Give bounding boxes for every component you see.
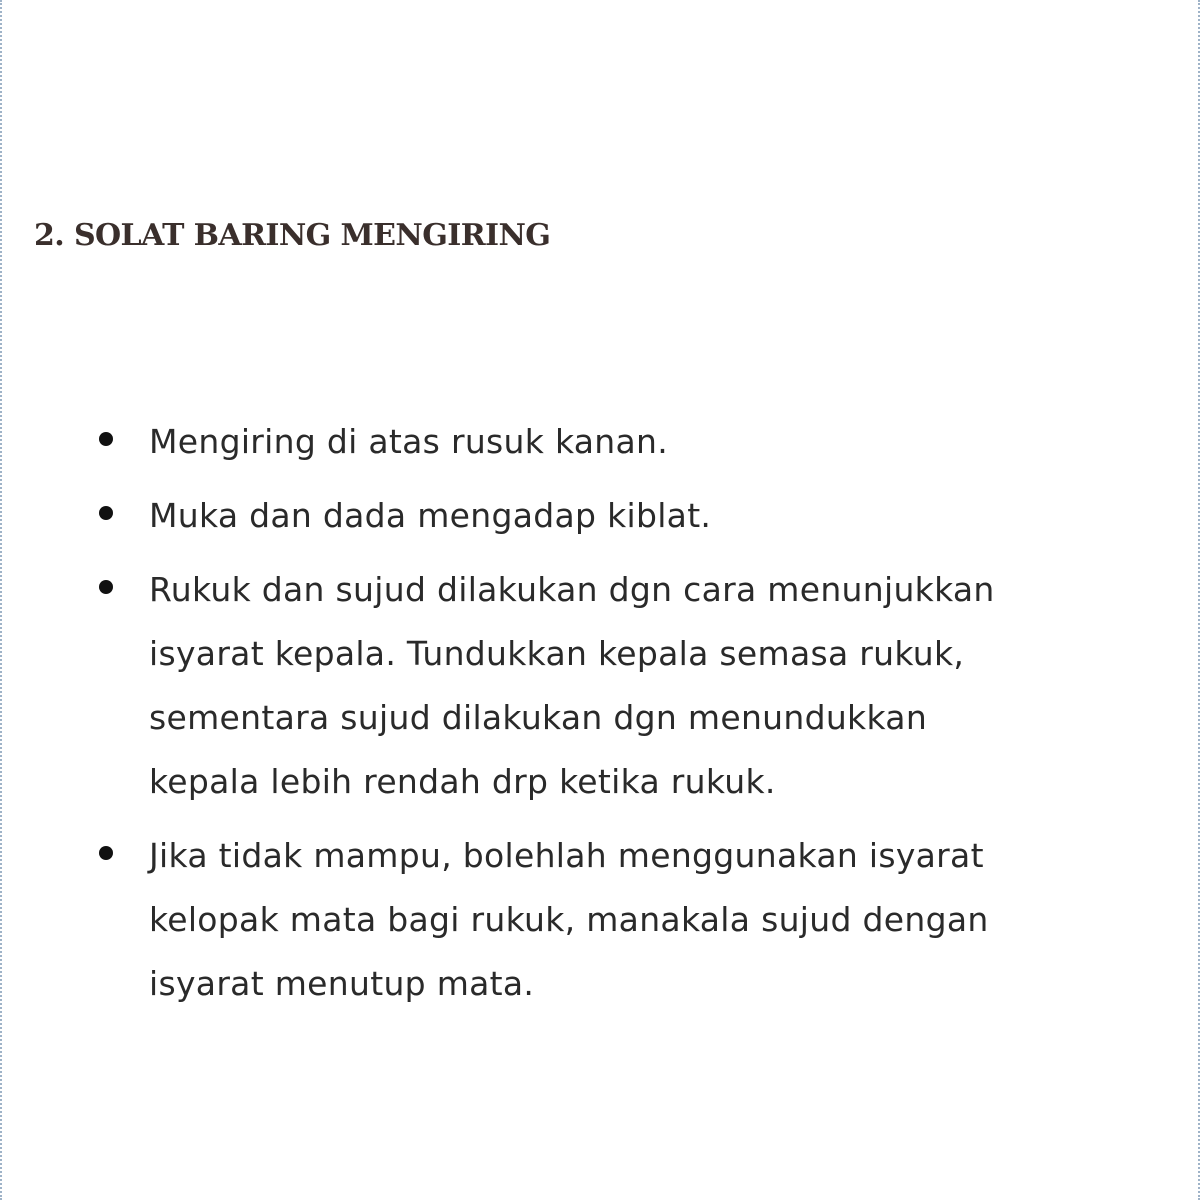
list-item-text: Mengiring di atas rusuk kanan. — [149, 422, 669, 461]
list-item-text: Rukuk dan sujud dilakukan dgn cara menunjukkan isyarat kepala. Tundukkan kepala semasa rukuk, sementara sujud dilakukan dgn menundukkan kepala lebih rendah drp ketika rukuk. — [149, 570, 995, 801]
bullet-dot-icon — [99, 580, 113, 594]
bullet-dot-icon — [99, 432, 113, 446]
list-item — [94, 824, 1094, 1016]
list-item-text: Jika tidak mampu, bolehlah menggunakan isyarat kelopak mata bagi rukuk, manakala sujud dengan isyarat menutup mata. — [149, 836, 989, 1003]
section-heading: 2. SOLAT BARING MENGIRING — [34, 218, 551, 253]
bullet-dot-icon — [99, 506, 113, 520]
list-item — [94, 558, 1094, 814]
list-item-text: Muka dan dada mengadap kiblat. — [149, 496, 712, 535]
list-item — [94, 484, 1094, 548]
bullet-list — [94, 410, 1094, 1026]
list-item — [94, 410, 1094, 474]
bullet-dot-icon — [99, 846, 113, 860]
